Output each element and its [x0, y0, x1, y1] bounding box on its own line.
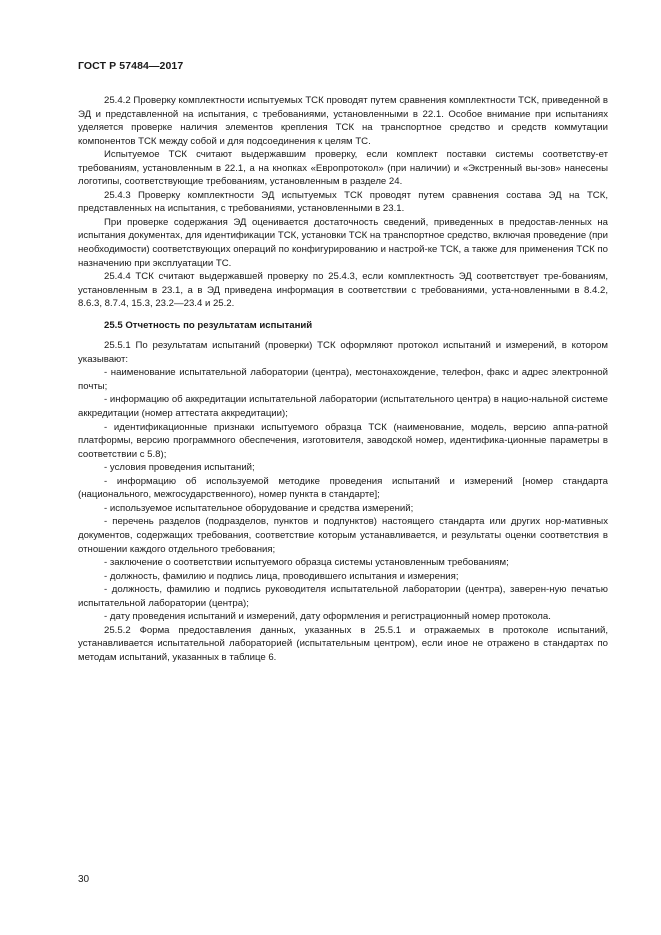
paragraph-25-5-2: 25.5.2 Форма предоставления данных, указанных в 25.5.1 и отражаемых в протоколе испытаний, устанавливается испытательной лабораторией (испытательным центром), если иное не отражено в стандартах по методам испытаний, указанных в таблице 6.	[78, 624, 608, 663]
list-item: - перечень разделов (подразделов, пунктов и подпунктов) настоящего стандарта или других нор-мативных документов, содержащих требования, соответствие которым устанавливается, и результаты оценки соответствия в отношении каждого отдельного требования;	[78, 515, 608, 556]
paragraph-25-4-2: 25.4.2 Проверку комплектности испытуемых ТСК проводят путем сравнения комплектности ТСК, приведенной в ЭД и представленной на испытания, с требованиями, установленными в 22.1. Особое внимание при испытаниях уделяется проверке наличия элементов крепления ТСК на транспортное средство и средств коммутации компонентов ТСК между собой и для подсоединения к целям ТС.	[78, 95, 608, 147]
list-item: - условия проведения испытаний;	[78, 461, 608, 475]
list-item: - должность, фамилию и подпись руководителя испытательной лаборатории (центра), заверен-ную печатью испытательной лаборатории (центра);	[78, 583, 608, 610]
page-number: 30	[78, 874, 90, 885]
paragraph-25-4-3: 25.4.3 Проверку комплектности ЭД испытуемых ТСК проводят путем сравнения состава ЭД на ТСК, представленных на испытания, с требованиями, установленными в 23.1.	[78, 189, 608, 215]
list-item: - заключение о соответствии испытуемого образца системы установленным требованиям;	[78, 556, 608, 570]
document-body	[78, 94, 608, 664]
list-item: - идентификационные признаки испытуемого образца ТСК (наименование, модель, версию аппа-ратной платформы, версию программного обеспечения, изготовителя, заводской номер, идентифика-ционные параметры в соответствии с 5.8);	[78, 421, 608, 462]
list-item: - дату проведения испытаний и измерений, дату оформления и регистрационный номер протокола.	[78, 610, 608, 624]
list-item: - наименование испытательной лаборатории (центра), местонахождение, телефон, факс и адрес электронной почты;	[78, 366, 608, 393]
list-item: - информацию об аккредитации испытательной лаборатории (испытательного центра) в нацио-нальной системе аккредитации (номер аттестата аккредитации);	[78, 393, 608, 420]
paragraph-doc-content-check: При проверке содержания ЭД оценивается достаточность сведений, приведенных в предостав-ленных на испытания документах, для идентификации ТСК, установки ТСК на транспортное средство, включая проведение (при необходимости) соответствующих операций по конфигурированию и настрой-ке ТСК, а также для применения ТСК по назначению при эксплуатации ТС.	[78, 216, 608, 269]
list-item: - информацию об используемой методике проведения испытаний и измерений [номер стандарта (национального, межгосударственного), номер пункта в стандарте];	[78, 475, 608, 502]
list-item: - используемое испытательное оборудование и средства измерений;	[78, 502, 608, 516]
paragraph-pass-criteria-kit: Испытуемое ТСК считают выдержавшим проверку, если комплект поставки системы соответству-ет требованиям, установленным в 22.1, а на кнопках «Европротокол» (при наличии) и «Экстренный вы-зов» нанесены логотипы, соответствующие требованиям, установленным в разделе 24.	[78, 149, 608, 188]
section-title-25-5: 25.5 Отчетность по результатам испытаний	[104, 319, 313, 331]
paragraph-25-4-4: 25.4.4 ТСК считают выдержавшей проверку по 25.4.3, если комплектность ЭД соответствует тре-бованиям, установленным в 23.1, а в ЭД приведена информация в соответствии с требованиями, уста-новленными в 8.4.2, 8.6.3, 8.7.4, 15.3, 23.2—23.4 и 25.2.	[78, 271, 608, 310]
list-item: - должность, фамилию и подпись лица, проводившего испытания и измерения;	[78, 570, 608, 584]
document-header-standard: ГОСТ Р 57484—2017	[78, 60, 184, 72]
paragraph-25-5-1: 25.5.1 По результатам испытаний (проверки) ТСК оформляют протокол испытаний и измерений, в котором указывают:	[78, 340, 608, 365]
